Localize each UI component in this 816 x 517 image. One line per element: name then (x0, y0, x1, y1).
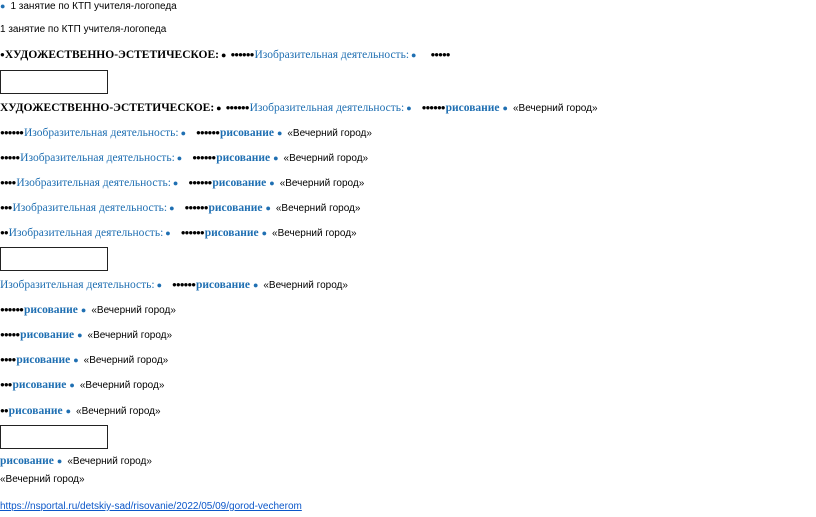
header-text: 1 занятие по КТП учителя-логопеда (0, 24, 167, 35)
section-heading: ХУДОЖЕСТВЕННО-ЭСТЕТИЧЕСКОЕ: (4, 49, 219, 61)
bullet-dot-icon: ● (406, 103, 412, 113)
bullet-dot-icon: ● (172, 178, 179, 188)
dots-icon: ●●●●● (0, 153, 20, 162)
drawing-label: рисование (208, 202, 263, 214)
bullet-dot-icon: ● (156, 280, 163, 290)
activity-line (0, 124, 372, 140)
bullet-dot-icon: ● (165, 228, 171, 238)
bullet-dot-icon: ● (265, 203, 271, 213)
drawing-label: рисование (12, 379, 67, 391)
drawing-label: рисование (20, 329, 75, 341)
activity-label: Изобразительная деятельность: (24, 127, 179, 139)
placeholder-box (0, 425, 108, 449)
dots-icon: ●●●●●● (188, 178, 212, 187)
topic-line (0, 475, 85, 485)
dots-icon: ●●●●●● (0, 128, 23, 137)
bullet-dot-icon: ● (169, 203, 175, 213)
bullet-dot-icon: ● (69, 380, 75, 390)
dots-icon: ●●●●●● (184, 203, 208, 212)
activity-label: Изобразительная деятельность: (12, 202, 168, 214)
bullet-dot-icon: ● (80, 305, 87, 315)
section-line-2 (0, 99, 598, 115)
bullet-dot-icon: ● (273, 153, 279, 163)
dots-icon: ●● (0, 406, 8, 415)
dots-icon: ●●● (0, 380, 12, 389)
bullet-dot-icon: ● (176, 153, 183, 163)
drawing-label: рисование (8, 405, 63, 417)
topic-text: «Вечерний город» (272, 228, 357, 239)
topic-text: «Вечерний город» (512, 103, 598, 114)
bullet-dot-icon: ● (252, 280, 259, 290)
activity-label: Изобразительная деятельность: (254, 49, 410, 61)
topic-text: «Вечерний город» (279, 178, 365, 189)
activity-label: Изобразительная деятельность: (16, 177, 171, 189)
drawing-line (0, 326, 172, 342)
topic-text: «Вечерний город» (283, 153, 369, 164)
topic-text: «Вечерний город» (67, 456, 152, 467)
bullet-dot-icon: ● (180, 128, 187, 138)
bullet-header-line (0, 2, 177, 12)
drawing-label: рисование (24, 304, 78, 316)
topic-text: «Вечерний город» (76, 406, 161, 417)
placeholder-box (0, 247, 108, 271)
drawing-label: рисование (220, 127, 274, 139)
activity-line (0, 224, 357, 240)
bullet-dot-icon: ● (65, 406, 72, 416)
dots-icon: ●●●●● (0, 330, 20, 339)
drawing-label: рисование (204, 227, 259, 239)
source-link[interactable]: https://nsportal.ru/detskiy-sad/risovanie/2022/05/09/gorod-vecherom (0, 501, 302, 512)
source-line (0, 497, 302, 513)
dots-icon: ●●●●●● (230, 50, 254, 59)
dots-icon: ●●●●●● (421, 103, 445, 112)
activity-label: Изобразительная деятельность: (8, 227, 164, 239)
topic-text: «Вечерний город» (91, 305, 176, 316)
drawing-label: рисование (16, 354, 71, 366)
dots-icon: ● (0, 50, 4, 59)
topic-text: «Вечерний город» (83, 355, 169, 366)
bullet-dot-icon: ● (261, 228, 268, 238)
bullet-dot-icon: ● (221, 50, 227, 60)
activity-label: Изобразительная деятельность: (249, 102, 405, 114)
header-text: 1 занятие по КТП учителя-логопеда (10, 1, 177, 12)
dots-icon: ●●●●●● (180, 228, 204, 237)
section-heading: ХУДОЖЕСТВЕННО-ЭСТЕТИЧЕСКОЕ: (0, 102, 215, 114)
placeholder-box (0, 70, 108, 94)
topic-text: «Вечерний город» (0, 474, 85, 485)
dots-icon: ●●●● (0, 178, 16, 187)
activity-line (0, 149, 368, 165)
bullet-dot-icon: ● (73, 355, 79, 365)
drawing-label: рисование (212, 177, 267, 189)
dots-icon: ●●●●●● (196, 128, 220, 137)
dots-icon: ●●●●●● (192, 153, 216, 162)
drawing-line (0, 452, 152, 468)
topic-text: «Вечерний город» (263, 280, 348, 291)
drawing-line (0, 402, 161, 418)
bullet-dot-icon: ● (56, 456, 63, 466)
topic-text: «Вечерний город» (287, 128, 372, 139)
dots-icon: ●●●●● (430, 50, 450, 59)
activity-label: Изобразительная деятельность: (0, 279, 155, 291)
bullet-dot-icon: ● (269, 178, 275, 188)
bullet-dot-icon: ● (0, 1, 6, 11)
drawing-label: рисование (0, 455, 54, 467)
topic-text: «Вечерний город» (79, 380, 165, 391)
bullet-dot-icon: ● (276, 128, 283, 138)
dots-icon: ●●●● (0, 355, 16, 364)
section-line-1 (0, 46, 451, 62)
activity-line (0, 199, 360, 215)
topic-text: «Вечерний город» (87, 330, 173, 341)
dots-icon: ●●●●●● (0, 305, 23, 314)
drawing-label: рисование (445, 102, 500, 114)
bullet-dot-icon: ● (502, 103, 508, 113)
activity-line (0, 174, 364, 190)
drawing-label: рисование (196, 279, 250, 291)
bullet-dot-icon: ● (77, 330, 83, 340)
activity-label: Изобразительная деятельность: (20, 152, 175, 164)
dots-icon: ●●●●●● (172, 280, 196, 289)
drawing-line (0, 351, 168, 367)
activity-line (0, 276, 348, 292)
dots-icon: ●●● (0, 203, 12, 212)
drawing-line (0, 376, 164, 392)
drawing-label: рисование (216, 152, 271, 164)
bullet-dot-icon: ● (411, 50, 417, 60)
dots-icon: ●●●●●● (225, 103, 249, 112)
bullet-dot-icon: ● (216, 103, 222, 113)
drawing-line (0, 301, 176, 317)
topic-text: «Вечерний город» (275, 203, 361, 214)
dots-icon: ●● (0, 228, 8, 237)
header-line (0, 25, 166, 35)
